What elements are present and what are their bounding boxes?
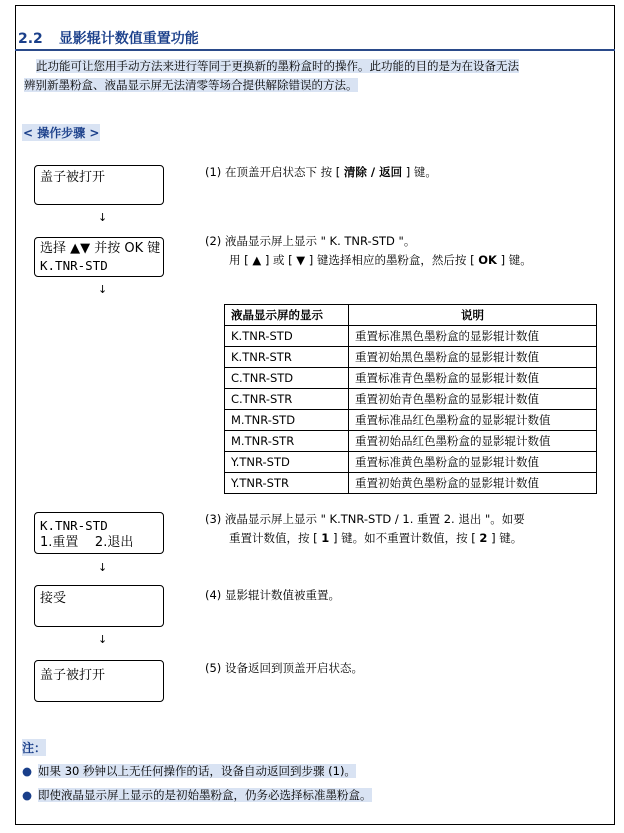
lcd-step-3-line-1: K.TNR-STD [40, 518, 108, 533]
down-arrow-icon: ↓ [98, 633, 108, 646]
table-header-description: 说明 [349, 305, 597, 326]
title-underline [15, 49, 615, 51]
step-1-text-a: (1) 在顶盖开启状态下 按 [ [205, 165, 344, 179]
table-row [225, 410, 597, 431]
lcd-step-1 [34, 165, 164, 205]
step-1-text-b: ] 键。 [402, 165, 437, 179]
lcd-step-5-text: 盖子被打开 [40, 668, 106, 683]
section-title-text: 显影辊计数值重置功能 [58, 31, 199, 47]
bullet-icon: ● [22, 788, 33, 802]
lcd-step-3 [34, 512, 164, 554]
step-2-text-b: ] 或 [ [261, 253, 297, 267]
note-text-1: 如果 30 秒钟以上无任何操作的话，设备自动返回到步骤 (1)。 [38, 764, 356, 778]
table-cell-display: C.TNR-STR [225, 389, 349, 410]
note-item-2 [22, 787, 372, 803]
lcd-step-2-line-1: 选择 ▲▼ 并按 OK 键 [40, 241, 161, 256]
table-cell-display: C.TNR-STD [225, 368, 349, 389]
note-text-2: 即使液晶显示屏上显示的是初始墨粉盒，仍务必选择标准墨粉盒。 [38, 788, 372, 802]
lcd-step-1-text: 盖子被打开 [40, 170, 106, 185]
table-header-row [225, 305, 597, 326]
table-cell-display: Y.TNR-STR [225, 473, 349, 494]
down-arrow-icon: ↓ [98, 211, 108, 224]
table-row [225, 452, 597, 473]
key-ok: OK [478, 253, 497, 267]
section-number: 2.2 [18, 31, 43, 47]
step-1 [205, 163, 437, 182]
down-arrow-icon: ↓ [98, 283, 108, 296]
table-cell-description: 重置标准品红色墨粉盒的显影辊计数值 [349, 410, 597, 431]
table-cell-display: M.TNR-STD [225, 410, 349, 431]
table-cell-description: 重置初始黄色墨粉盒的显影辊计数值 [349, 473, 597, 494]
table-row [225, 347, 597, 368]
step-3 [205, 510, 525, 548]
table-cell-display: K.TNR-STR [225, 347, 349, 368]
table-cell-display: Y.TNR-STD [225, 452, 349, 473]
intro-paragraph [24, 57, 604, 95]
lcd-step-5 [34, 660, 164, 702]
table-header-display: 液晶显示屏的显示 [225, 305, 349, 326]
note-item-1 [22, 763, 356, 779]
step-3-text-c: ] 键。 [487, 531, 523, 545]
step-2-text-c: ] 键选择相应的墨粉盒，然后按 [ [305, 253, 479, 267]
table-cell-description: 重置初始青色墨粉盒的显影辊计数值 [349, 389, 597, 410]
down-arrow-icon: ↓ [98, 561, 108, 574]
intro-line-1: 此功能可让您用手动方法来进行等同于更换新的墨粉盒时的操作。此功能的目的是为在设备无法 [36, 59, 519, 73]
table-row [225, 389, 597, 410]
step-3-line-1: (3) 液晶显示屏上显示 " K.TNR-STD / 1. 重置 2. 退出 "。如要 [205, 512, 525, 526]
step-4: (4) 显影辊计数值被重置。 [205, 588, 340, 602]
table-cell-description: 重置标准青色墨粉盒的显影辊计数值 [349, 368, 597, 389]
table-cell-description: 重置标准黄色墨粉盒的显影辊计数值 [349, 452, 597, 473]
lcd-step-2-line-2: K.TNR-STD [40, 258, 108, 273]
lcd-step-3-line-2: 1.重置 2.退出 [40, 535, 134, 550]
key-2: 2 [479, 531, 488, 545]
step-3-text-b: ] 键。如不重置计数值，按 [ [329, 531, 480, 545]
table-cell-description: 重置标准黑色墨粉盒的显影辊计数值 [349, 326, 597, 347]
key-clear-back: 清除 / 返回 [343, 165, 403, 179]
toner-display-table [224, 304, 597, 494]
step-3-text-a: 重置计数值，按 [ [229, 531, 322, 545]
table-row [225, 368, 597, 389]
step-2-line-2 [205, 251, 532, 270]
key-up: ▲ [252, 253, 262, 267]
lcd-step-4 [34, 585, 164, 627]
key-down: ▼ [296, 253, 306, 267]
step-5: (5) 设备返回到顶盖开启状态。 [205, 661, 363, 675]
bullet-icon: ● [22, 764, 33, 778]
table-row [225, 473, 597, 494]
notes-heading: 注： [22, 741, 47, 755]
table-cell-display: K.TNR-STD [225, 326, 349, 347]
lcd-step-4-text: 接受 [40, 591, 67, 606]
table-row [225, 326, 597, 347]
step-3-line-2 [205, 529, 525, 548]
step-2 [205, 232, 532, 270]
table-cell-description: 重置初始黑色墨粉盒的显影辊计数值 [349, 347, 597, 368]
step-2-text-a: 用 [ [229, 253, 253, 267]
key-1: 1 [321, 531, 330, 545]
table-cell-description: 重置初始品红色墨粉盒的显影辊计数值 [349, 431, 597, 452]
lcd-step-2 [34, 237, 164, 277]
section-title [18, 28, 199, 48]
table-row [225, 431, 597, 452]
steps-heading: < 操作步骤 > [23, 126, 100, 140]
step-2-line-1: (2) 液晶显示屏上显示 " K. TNR-STD "。 [205, 234, 416, 248]
step-2-text-d: ] 键。 [496, 253, 532, 267]
intro-line-2: 辨别新墨粉盒、液晶显示屏无法清零等场合提供解除错误的方法。 [24, 78, 358, 92]
table-cell-display: M.TNR-STR [225, 431, 349, 452]
